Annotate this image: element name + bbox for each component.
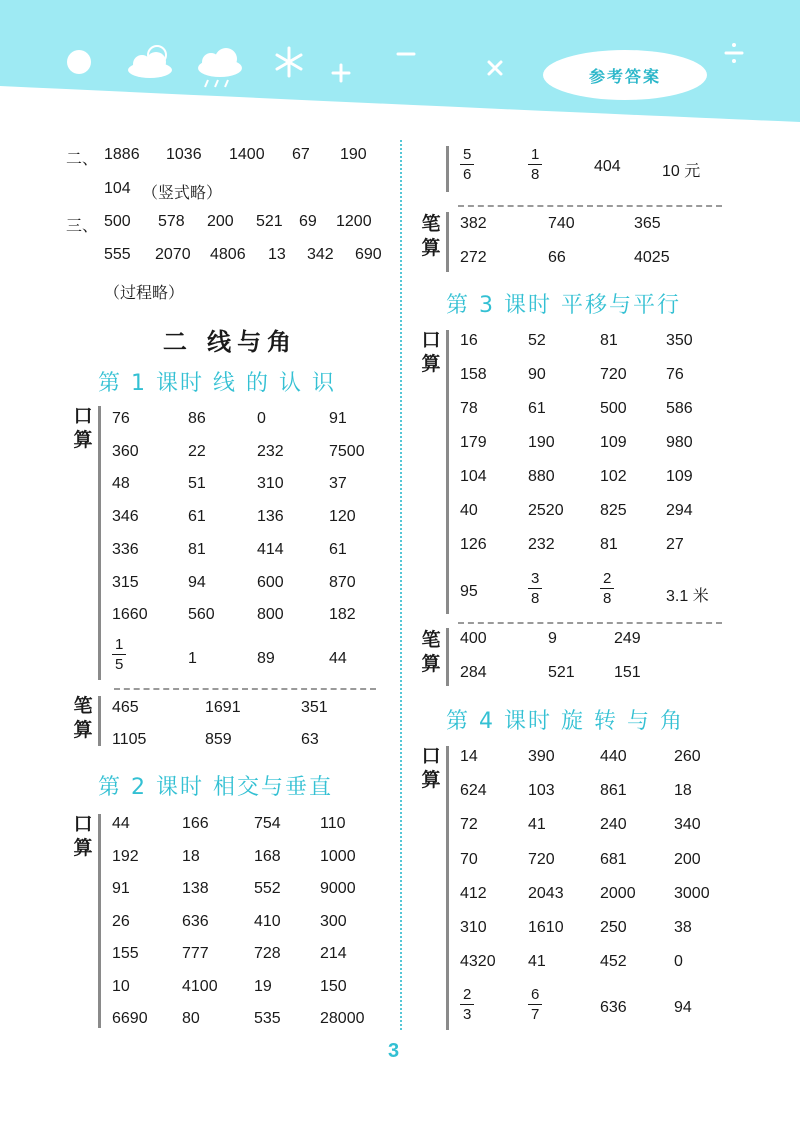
- answer-value: 16: [460, 332, 478, 349]
- fraction: $\frac{2}{8}$: [600, 570, 614, 607]
- lesson-2-title: 第 2 课时 相交与垂直: [98, 775, 333, 800]
- answer-value: 250: [600, 919, 627, 936]
- answer-value: 440: [600, 748, 627, 765]
- answer-value: 1000: [320, 847, 356, 865]
- oral-calc-label: 口 算: [73, 813, 93, 859]
- answer-value: 315: [112, 573, 139, 591]
- answer-value: 6690: [112, 1010, 148, 1027]
- written-calc-bar: [446, 212, 449, 272]
- fraction: $\frac{1}{5}$: [112, 636, 126, 673]
- answer-value: 109: [666, 468, 693, 485]
- answer-value: 63: [301, 731, 319, 748]
- oral-calc-label: 口 算: [73, 405, 93, 451]
- answer-value: 4320: [460, 953, 496, 971]
- answer-value: 48: [112, 475, 130, 493]
- answer-value: 249: [614, 630, 641, 647]
- answer-value: 560: [188, 606, 215, 624]
- answer-value: 70: [460, 850, 478, 868]
- answer-value: 4025: [634, 249, 670, 266]
- answer-value: 81: [600, 536, 618, 553]
- answer-value: 81: [600, 332, 618, 349]
- answer-value: 76: [112, 410, 130, 427]
- answer-value: 81: [188, 540, 206, 558]
- answer-value: 200: [674, 850, 701, 868]
- answer-value: 155: [112, 945, 139, 962]
- answer-value: 104: [460, 468, 487, 485]
- answer-value: 586: [666, 400, 693, 417]
- answer-value: 2043: [528, 884, 564, 902]
- answer-value: 151: [614, 664, 641, 681]
- answer-value: 521: [548, 664, 575, 681]
- answer-value: 91: [112, 880, 130, 897]
- answer-value: 1610: [528, 919, 564, 936]
- answer-value: 109: [600, 434, 627, 451]
- answer-value: 350: [666, 332, 693, 349]
- answer-value: 2520: [528, 502, 564, 519]
- answer-value: 192: [112, 847, 139, 865]
- answer-value: 190: [528, 434, 555, 451]
- answer-value: 1105: [112, 731, 147, 748]
- lesson-3-title: 第 3 课时 平移与平行: [446, 293, 681, 318]
- column-divider: [400, 140, 402, 1030]
- oral-calc-bar: [446, 746, 449, 1030]
- answer-value: 18: [182, 847, 200, 865]
- answer-value: 18: [674, 782, 692, 800]
- answer-value: 138: [182, 880, 209, 897]
- oral-calc-bar: [98, 814, 101, 1028]
- answer-value: 465: [112, 699, 139, 716]
- answer-value: 72: [460, 816, 478, 834]
- answer-value: 14: [460, 748, 478, 765]
- answer-value: 880: [528, 468, 555, 485]
- answer-value: 52: [528, 332, 546, 349]
- answer-value: 360: [112, 442, 139, 460]
- answer-value: 382: [460, 215, 487, 232]
- dashed-separator: [458, 622, 722, 624]
- answer-value: 4100: [182, 977, 218, 995]
- answer-value: 51: [188, 475, 206, 493]
- answer-value: 2000: [600, 884, 636, 902]
- answer-value: 0: [674, 953, 683, 971]
- answer-value: 166: [182, 815, 209, 832]
- fraction: $\frac{1}{8}$: [528, 146, 542, 183]
- answer-value: 870: [329, 573, 356, 591]
- answer-value: 10: [112, 977, 130, 995]
- answer-value: 390: [528, 748, 555, 765]
- sun-icon: [67, 50, 91, 74]
- answer-value: 272: [460, 249, 487, 266]
- answer-value: 300: [320, 912, 347, 930]
- answer-value: 90: [528, 366, 546, 383]
- answer-value: 777: [182, 945, 209, 962]
- answer-value: 103: [528, 782, 555, 800]
- answer-value: 91: [329, 410, 347, 427]
- answer-value: 400: [460, 630, 487, 647]
- oral-calc-bar: [98, 406, 101, 680]
- answer-value: 624: [460, 782, 487, 800]
- answer-value: 61: [188, 508, 206, 526]
- answer-value: 78: [460, 400, 478, 417]
- dashed-separator: [114, 688, 376, 690]
- answer-value: 1691: [205, 699, 241, 716]
- answer-value: 636: [182, 912, 209, 930]
- answer-value: 232: [257, 442, 284, 460]
- answer-value: 214: [320, 945, 347, 962]
- answer-value: 110: [320, 815, 346, 832]
- answer-value: 1660: [112, 606, 148, 624]
- answer-value: 182: [329, 606, 356, 624]
- answer-value: 61: [528, 400, 546, 417]
- lesson-4-title: 第 4 课时 旋 转 与 角: [446, 709, 684, 734]
- answer-value: 3000: [674, 884, 710, 902]
- answer-value: 365: [634, 215, 661, 232]
- page-header: [0, 0, 800, 130]
- continued-bar: [446, 146, 449, 192]
- answer-value: 26: [112, 912, 130, 930]
- answer-value: 500: [600, 400, 627, 417]
- answer-value: 754: [254, 815, 281, 832]
- fraction: $\frac{5}{6}$: [460, 146, 474, 183]
- answer-value: 9000: [320, 880, 356, 897]
- answer-value: 40: [460, 502, 478, 519]
- oral-calc-bar: [446, 330, 449, 614]
- written-calc-label: 笔 算: [73, 695, 93, 741]
- answer-value: 980: [666, 434, 693, 451]
- answer-value: 38: [674, 919, 692, 936]
- answer-value: 22: [188, 442, 206, 460]
- answer-value: 232: [528, 536, 555, 553]
- answer-value: 41: [528, 953, 546, 971]
- answer-value: 66: [548, 249, 566, 266]
- oral-calc-label: 口 算: [421, 745, 441, 791]
- answer-value: 86: [188, 410, 206, 427]
- answer-value: 351: [301, 699, 328, 716]
- answer-value: 284: [460, 664, 487, 681]
- page-number: 3: [388, 1040, 400, 1062]
- answer-value: 120: [329, 508, 356, 526]
- answer-value: 102: [600, 468, 627, 485]
- answer-value: 28000: [320, 1010, 365, 1027]
- answer-value: 7500: [329, 442, 365, 460]
- answer-value: 859: [205, 731, 232, 748]
- answer-value: 150: [320, 977, 347, 995]
- chapter-title: 二 线与角: [162, 328, 298, 356]
- answer-value: 37: [329, 475, 347, 493]
- answer-value: 728: [254, 945, 281, 962]
- answers-badge: 参考答案: [543, 50, 707, 100]
- answer-value: 861: [600, 782, 627, 800]
- answer-value: 61: [329, 540, 347, 558]
- answer-value: 19: [254, 977, 272, 995]
- answer-value: 80: [182, 1010, 200, 1027]
- answer-value: 41: [528, 816, 546, 834]
- answer-value: 414: [257, 540, 284, 558]
- answer-value: 412: [460, 884, 487, 902]
- answer-value: 76: [666, 366, 684, 383]
- fraction: $\frac{3}{8}$: [528, 570, 542, 607]
- dashed-separator: [458, 205, 722, 207]
- answer-value: 158: [460, 366, 487, 383]
- answer-value: 94: [188, 573, 206, 591]
- fraction: $\frac{6}{7}$: [528, 986, 542, 1023]
- answer-value: 44: [112, 815, 130, 832]
- section-3-line-3: （过程略）: [104, 285, 185, 302]
- written-calc-bar: [98, 696, 101, 746]
- answer-value: 27: [666, 536, 684, 553]
- answer-value: 9: [548, 630, 557, 647]
- answer-value: 681: [600, 850, 627, 868]
- answer-value: 452: [600, 953, 627, 971]
- answer-value: 825: [600, 502, 627, 519]
- answer-value: 260: [674, 748, 701, 765]
- written-calc-bar: [446, 628, 449, 686]
- answer-value: 740: [548, 215, 575, 232]
- written-calc-label: 笔 算: [421, 629, 441, 675]
- answer-value: 179: [460, 434, 487, 451]
- answer-value: 294: [666, 502, 693, 519]
- answer-value: 310: [460, 919, 487, 936]
- answer-value: 535: [254, 1010, 281, 1027]
- answer-value: 720: [528, 850, 555, 868]
- answer-value: 600: [257, 573, 284, 591]
- answer-value: 346: [112, 508, 139, 526]
- oral-calc-label: 口 算: [421, 329, 441, 375]
- answer-value: 800: [257, 606, 284, 624]
- lesson-1-title: 第 1 课时 线 的 认 识: [98, 371, 336, 396]
- answer-value: 720: [600, 366, 627, 383]
- answer-value: 168: [254, 847, 281, 865]
- written-calc-label: 笔 算: [421, 213, 441, 259]
- answer-value: 136: [257, 508, 284, 526]
- answer-value: 310: [257, 475, 284, 493]
- answer-value: 410: [254, 912, 281, 930]
- fraction: $\frac{2}{3}$: [460, 986, 474, 1023]
- answer-value: 240: [600, 816, 627, 834]
- answer-value: 552: [254, 880, 281, 897]
- answer-value: 336: [112, 540, 139, 558]
- answer-value: 340: [674, 816, 701, 834]
- answer-value: 126: [460, 536, 487, 553]
- answer-value: 0: [257, 410, 266, 427]
